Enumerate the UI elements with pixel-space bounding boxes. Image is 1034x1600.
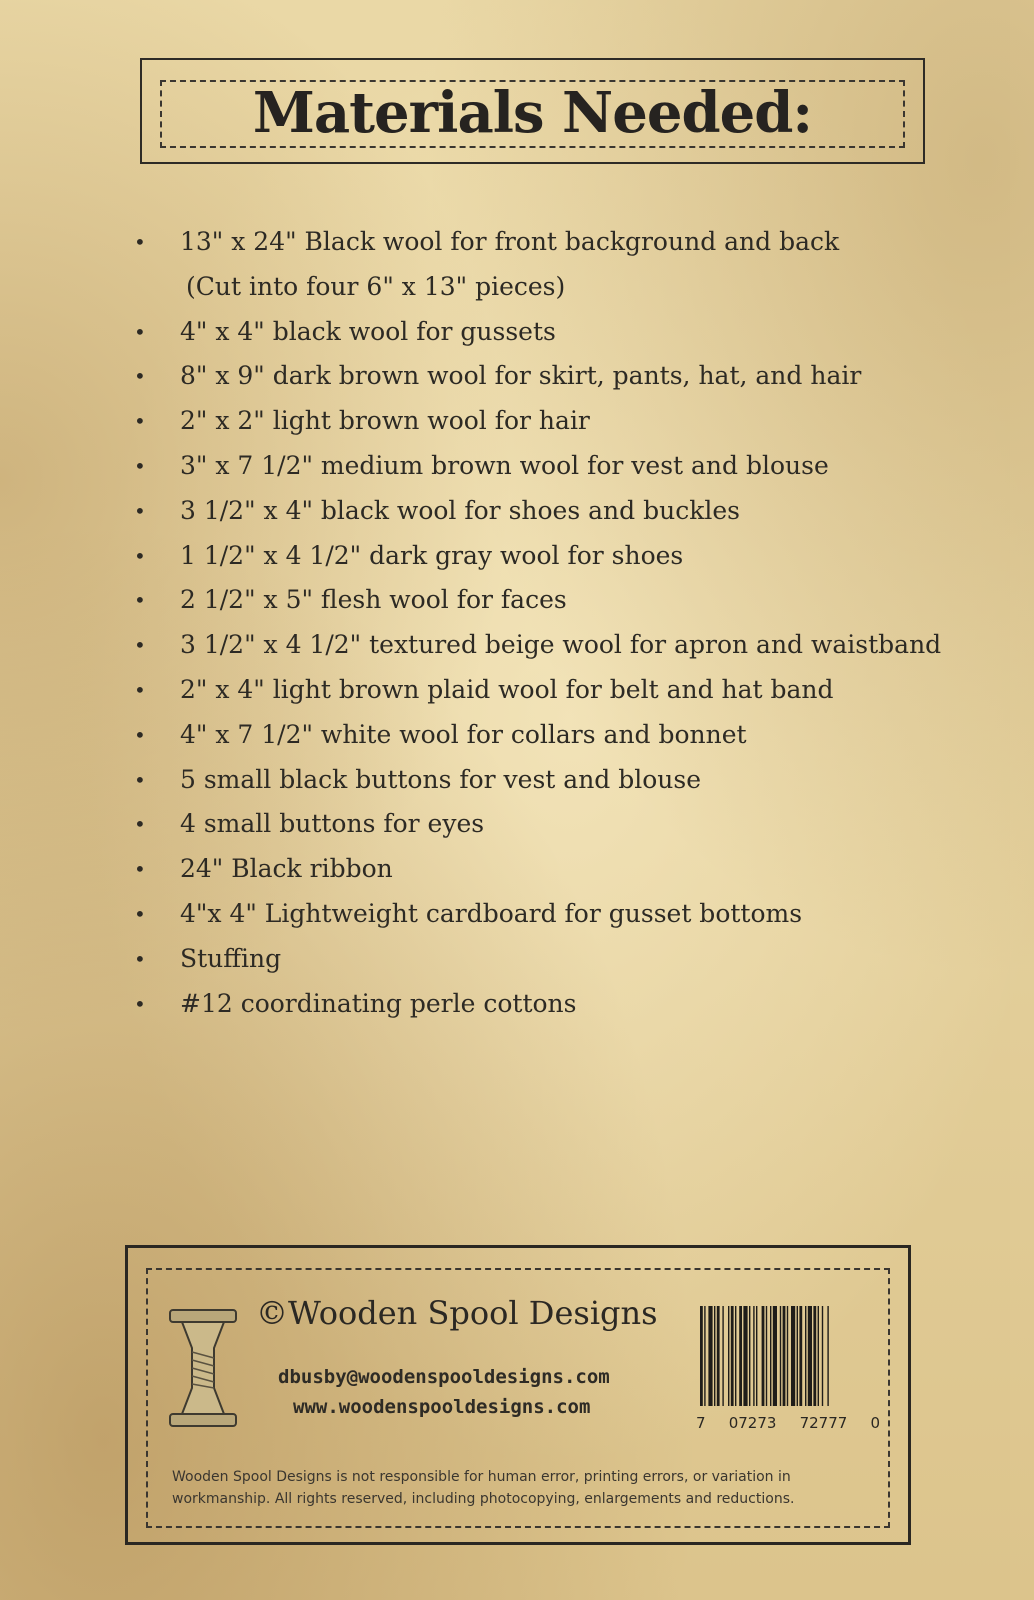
list-item-text: 3 1/2" x 4 1/2" textured beige wool for apron and waistband bbox=[180, 630, 942, 660]
bullet-icon: • bbox=[134, 812, 146, 837]
bullet-icon: • bbox=[134, 588, 146, 613]
barcode-bar bbox=[827, 1306, 828, 1406]
list-item-text: 1 1/2" x 4 1/2" dark gray wool for shoes bbox=[180, 540, 684, 570]
barcode-bar bbox=[791, 1306, 795, 1406]
list-item-text: (Cut into four 6" x 13" pieces) bbox=[186, 271, 566, 301]
list-item-text: 8" x 9" dark brown wool for skirt, pants, hat, and hair bbox=[180, 361, 862, 391]
bullet-icon: • bbox=[134, 364, 146, 389]
list-item-text: 4"x 4" Lightweight cardboard for gusset bottoms bbox=[180, 898, 803, 928]
company-name: ©Wooden Spool Designs bbox=[256, 1294, 658, 1332]
barcode-bar bbox=[728, 1306, 729, 1406]
bullet-icon: • bbox=[134, 409, 146, 434]
barcode-bar bbox=[783, 1306, 786, 1406]
list-item-text: 2" x 4" light brown plaid wool for belt and hat band bbox=[180, 674, 834, 704]
disclaimer: Wooden Spool Designs is not responsible for human error, printing errors, or variation in workmanship. All rights reserved, including photocopying, enlargements and reductions. bbox=[172, 1469, 795, 1507]
bullet-icon: • bbox=[134, 453, 146, 478]
bullet-icon: • bbox=[134, 722, 146, 747]
list-item-text: 4 small buttons for eyes bbox=[180, 809, 485, 839]
barcode-bars bbox=[696, 1306, 880, 1414]
barcode-bar bbox=[770, 1306, 771, 1406]
list-item-text: #12 coordinating perle cottons bbox=[180, 988, 577, 1018]
barcode-bar bbox=[799, 1306, 802, 1406]
bullet-icon: • bbox=[134, 946, 146, 971]
page-title: Materials Needed: bbox=[252, 80, 813, 146]
barcode-digit: 0 bbox=[870, 1414, 880, 1432]
barcode-bar bbox=[756, 1306, 757, 1406]
bullet-icon: • bbox=[134, 633, 146, 658]
barcode-bar bbox=[818, 1306, 819, 1406]
barcode-bar bbox=[743, 1306, 747, 1406]
bullet-icon: • bbox=[134, 543, 146, 568]
barcode-bar bbox=[731, 1306, 734, 1406]
list-item-text: Stuffing bbox=[180, 943, 282, 973]
barcode-bar bbox=[762, 1306, 765, 1406]
barcode-bar bbox=[808, 1306, 812, 1406]
bullet-icon: • bbox=[134, 230, 146, 254]
barcode-bar bbox=[708, 1306, 712, 1406]
barcode-bar bbox=[753, 1306, 754, 1406]
barcode-bar bbox=[717, 1306, 720, 1406]
barcode-bar bbox=[714, 1306, 715, 1406]
barcode-digit: 07273 bbox=[728, 1414, 777, 1432]
barcode-bar bbox=[773, 1306, 777, 1406]
barcode-digits bbox=[696, 1414, 880, 1432]
list-item-text: 2 1/2" x 5" flesh wool for faces bbox=[180, 585, 567, 615]
barcode-bar bbox=[735, 1306, 736, 1406]
barcode-bar bbox=[704, 1306, 705, 1406]
barcode-bar bbox=[749, 1306, 750, 1406]
list-item-text: 13" x 24" Black wool for front background and back bbox=[180, 227, 840, 256]
bullet-icon: • bbox=[134, 767, 146, 792]
barcode bbox=[696, 1306, 880, 1432]
barcode-bar bbox=[822, 1306, 823, 1406]
bullet-icon: • bbox=[134, 901, 146, 926]
barcode-bar bbox=[805, 1306, 806, 1406]
email-link[interactable]: dbusby@woodenspooldesigns.com bbox=[278, 1366, 610, 1388]
barcode-digit: 72777 bbox=[799, 1414, 848, 1432]
bullet-icon: • bbox=[134, 991, 146, 1016]
barcode-digit: 7 bbox=[696, 1414, 706, 1432]
barcode-bar bbox=[797, 1306, 798, 1406]
bullet-icon: • bbox=[134, 498, 146, 523]
list-item-text: 24" Black ribbon bbox=[180, 854, 393, 884]
barcode-bar bbox=[766, 1306, 767, 1406]
list-item-text: 4" x 4" black wool for gussets bbox=[180, 316, 556, 346]
title-box bbox=[140, 58, 925, 164]
barcode-bar bbox=[813, 1306, 816, 1406]
barcode-bar bbox=[700, 1306, 703, 1406]
barcode-bar bbox=[787, 1306, 788, 1406]
list-item-text: 3 1/2" x 4" black wool for shoes and buckles bbox=[180, 495, 740, 525]
bullet-icon: • bbox=[134, 677, 146, 702]
barcode-bar bbox=[739, 1306, 742, 1406]
list-item-text: 5 small black buttons for vest and blouse bbox=[180, 764, 702, 794]
spool-icon bbox=[168, 1308, 238, 1428]
list-item-text: 4" x 7 1/2" white wool for collars and bonnet bbox=[180, 719, 747, 749]
list-item-text: 2" x 2" light brown wool for hair bbox=[180, 406, 590, 436]
bullet-icon: • bbox=[134, 319, 146, 344]
website-link[interactable]: www.woodenspooldesigns.com bbox=[293, 1396, 591, 1418]
bullet-icon: • bbox=[134, 857, 146, 882]
footer-box bbox=[125, 1245, 911, 1545]
list-item-text: 3" x 7 1/2" medium brown wool for vest and blouse bbox=[180, 450, 829, 480]
barcode-bar bbox=[780, 1306, 781, 1406]
barcode-bar bbox=[722, 1306, 723, 1406]
